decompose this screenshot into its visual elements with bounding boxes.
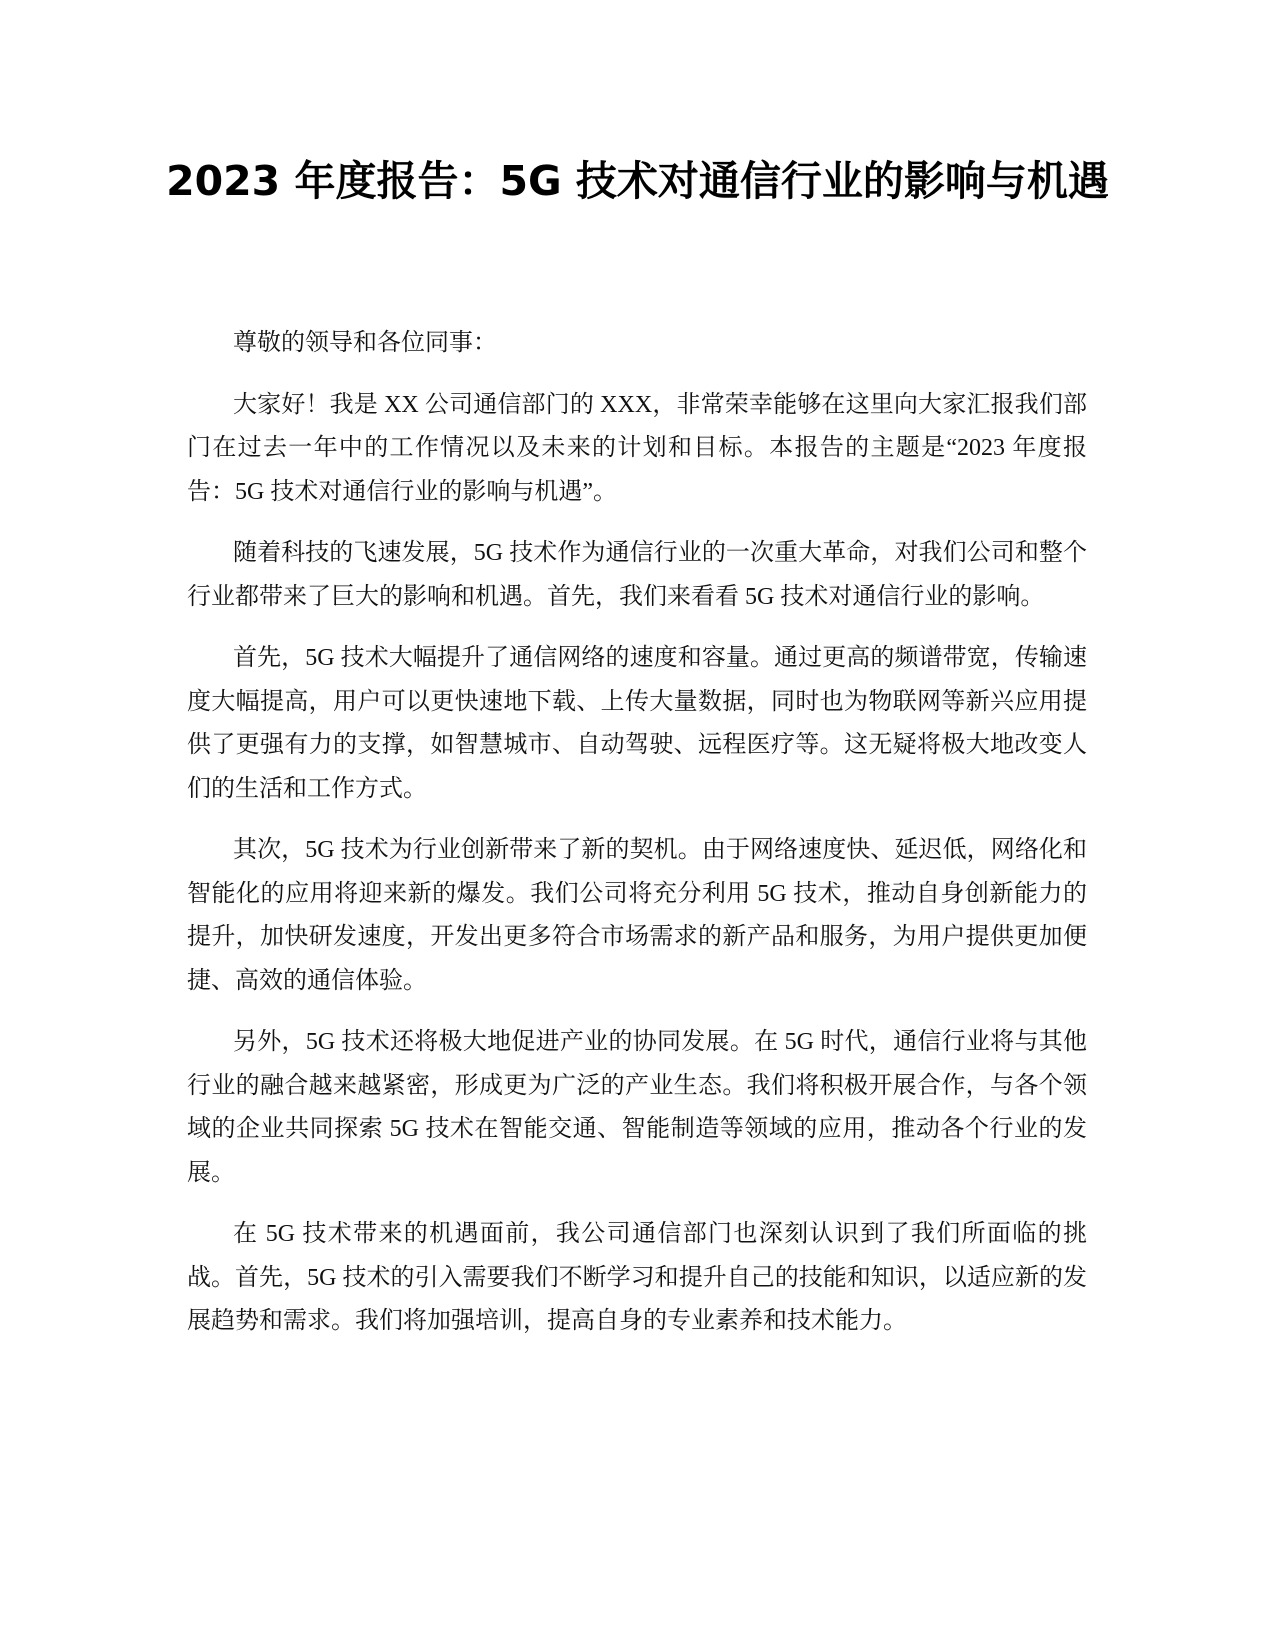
paragraph-innovation: 其次，5G 技术为行业创新带来了新的契机。由于网络速度快、延迟低，网络化和智能化的应用将迎来新的爆发。我们公司将充分利用 5G 技术，推动自身创新能力的提升，加快研发速度，开发出更多符合市场需求的新产品和服务，为用户提供更加便捷、高效的通信体验。 bbox=[187, 837, 1087, 994]
paragraph-collaboration: 另外，5G 技术还将极大地促进产业的协同发展。在 5G 时代，通信行业将与其他行业的融合越来越紧密，形成更为广泛的产业生态。我们将积极开展合作，与各个领域的企业共同探索 5G 技术在智能交通、智能制造等领域的应用，推动各个行业的发展。 bbox=[187, 1029, 1087, 1186]
paragraph-intro: 大家好！我是 XX 公司通信部门的 XXX，非常荣幸能够在这里向大家汇报我们部门在过去一年中的工作情况以及未来的计划和目标。本报告的主题是“2023 年度报告：5G 技术对通信行业的影响与机遇”。 bbox=[187, 391, 1087, 505]
paragraph-challenges: 在 5G 技术带来的机遇面前，我公司通信部门也深刻认识到了我们所面临的挑战。首先，5G 技术的引入需要我们不断学习和提升自己的技能和知识，以适应新的发展趋势和需求。我们将加强培训，提高自身的专业素养和技术能力。 bbox=[187, 1221, 1087, 1334]
paragraph-speed-capacity: 首先，5G 技术大幅提升了通信网络的速度和容量。通过更高的频谱带宽，传输速度大幅提高，用户可以更快速地下载、上传大量数据，同时也为物联网等新兴应用提供了更强有力的支撑，如智慧城市、自动驾驶、远程医疗等。这无疑将极大地改变人们的生活和工作方式。 bbox=[187, 645, 1087, 802]
salutation: 尊敬的领导和各位同事： bbox=[233, 330, 497, 356]
paragraph-background: 随着科技的飞速发展，5G 技术作为通信行业的一次重大革命，对我们公司和整个行业都带来了巨大的影响和机遇。首先，我们来看看 5G 技术对通信行业的影响。 bbox=[187, 540, 1087, 610]
document-title: 2023 年度报告：5G 技术对通信行业的影响与机遇 bbox=[166, 157, 1109, 205]
document-body bbox=[187, 322, 1087, 1362]
